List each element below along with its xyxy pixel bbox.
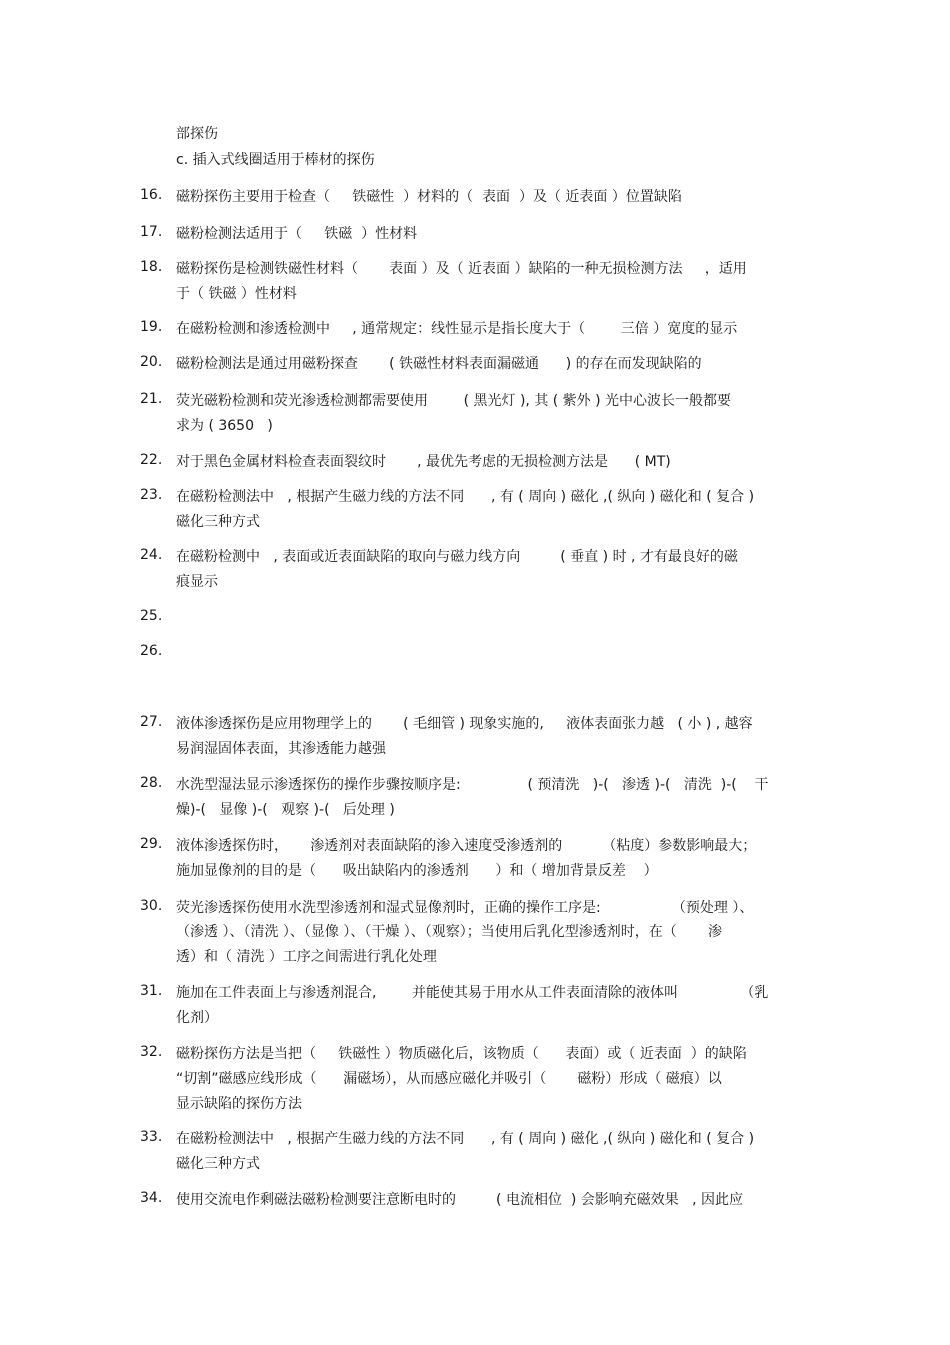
question-text-line: 求为 ( 3650 ) [176, 418, 273, 434]
continuation-line-2: c. 插入式线圈适用于棒材的探伤 [176, 152, 375, 168]
question-number: 33. [140, 1129, 163, 1145]
question-number: 30. [140, 898, 163, 914]
question-text-line: 磁粉探伤是检测铁磁性材料（ 表面 ）及（ 近表面 ）缺陷的一种无损检测方法 ，适用 [176, 261, 747, 277]
question-text-line: 透）和（ 清洗 ）工序之间需进行乳化处理 [176, 949, 437, 965]
question-number: 28. [140, 775, 163, 791]
question-number: 20. [140, 354, 163, 370]
question-text-line: 施加显像剂的目的是（ 吸出缺陷内的渗透剂 ）和（ 增加背景反差 ） [176, 863, 658, 879]
question-text-line: 燥)-( 显像 )-( 观察 )-( 后处理 ) [176, 802, 395, 818]
question-text-line: 施加在工件表面上与渗透剂混合, 并能使其易于用水从工件表面清除的液体叫 （乳 [176, 985, 769, 1001]
question-text-line: 磁粉探伤主要用于检查（ 铁磁性 ）材料的（ 表面 ）及（ 近表面 ）位置缺陷 [176, 189, 682, 205]
question-text-line: 在磁粉检测中 , 表面或近表面缺陷的取向与磁力线方向 ( 垂直 ) 时 , 才有最良好的磁 [176, 549, 738, 565]
question-text-line: 荧光渗透探伤使用水洗型渗透剂和湿式显像剂时，正确的操作工序是: （预处理 ）、 [176, 900, 754, 916]
continuation-line-1: 部探伤 [176, 126, 218, 142]
question-number: 16. [140, 187, 163, 203]
question-number: 26. [140, 643, 163, 659]
question-text-line: 在磁粉检测法中 , 根据产生磁力线的方法不同 , 有 ( 周向 ) 磁化 ,( 纵向 ) 磁化和 ( 复合 ) [176, 1131, 755, 1147]
question-number: 27. [140, 714, 163, 730]
question-text-line: 显示缺陷的探伤方法 [176, 1096, 302, 1112]
question-number: 32. [140, 1044, 163, 1060]
question-text-line: （渗透 ）、（清洗 ）、（显像 ）、（干燥 ）、（观察）；当使用后乳化型渗透剂时，在（ 渗 [176, 924, 722, 940]
question-number: 34. [140, 1190, 163, 1206]
question-number: 29. [140, 836, 163, 852]
question-text-line: 液体渗透探伤是应用物理学上的 ( 毛细管 ) 现象实施的, 液体表面张力越 ( 小 ) , 越容 [176, 716, 753, 732]
question-text-line: “切割”磁感应线形成（ 漏磁场），从而感应磁化并吸引（ 磁粉）形成（ 磁痕）以 [176, 1071, 722, 1087]
question-number: 17. [140, 224, 163, 240]
question-text-line: 痕显示 [176, 574, 218, 590]
question-text-line: 于（ 铁磁 ）性材料 [176, 286, 297, 302]
question-number: 25. [140, 608, 163, 624]
question-text-line: 化剂） [176, 1010, 218, 1026]
question-number: 31. [140, 983, 163, 999]
question-text-line: 水洗型湿法显示渗透探伤的操作步骤按顺序是: ( 预清洗 )-( 渗透 )-( 清洗 )-( 干 [176, 777, 769, 793]
question-text-line: 对于黑色金属材料检查表面裂纹时 , 最优先考虑的无损检测方法是 ( MT) [176, 454, 671, 470]
question-number: 21. [140, 391, 163, 407]
question-text-line: 磁化三种方式 [176, 514, 260, 530]
question-text-line: 在磁粉检测和渗透检测中 , 通常规定：线性显示是指长度大于（ 三倍 ）宽度的显示 [176, 321, 738, 337]
question-number: 19. [140, 319, 163, 335]
question-number: 22. [140, 452, 163, 468]
question-text-line: 液体渗透探伤时， 渗透剂对表面缺陷的渗入速度受渗透剂的 （粘度）参数影响最大； [176, 838, 757, 854]
question-text-line: 磁粉检测法是通过用磁粉探查 ( 铁磁性材料表面漏磁通 ) 的存在而发现缺陷的 [176, 356, 702, 372]
question-number: 23. [140, 487, 163, 503]
question-text-line: 易润湿固体表面，其渗透能力越强 [176, 741, 386, 757]
question-text-line: 磁化三种方式 [176, 1156, 260, 1172]
question-text-line: 使用交流电作剩磁法磁粉检测要注意断电时的 ( 电流相位 ) 会影响充磁效果 , 因此应 [176, 1192, 744, 1208]
question-text-line: 在磁粉检测法中 , 根据产生磁力线的方法不同 , 有 ( 周向 ) 磁化 ,( 纵向 ) 磁化和 ( 复合 ) [176, 489, 755, 505]
question-text-line: 磁粉检测法适用于（ 铁磁 ）性材料 [176, 226, 418, 242]
question-number: 24. [140, 547, 163, 563]
question-text-line: 荧光磁粉检测和荧光渗透检测都需要使用 ( 黑光灯 ), 其 ( 紫外 ) 光中心波长一般都要 [176, 393, 732, 409]
question-number: 18. [140, 259, 163, 275]
question-text-line: 磁粉探伤方法是当把（ 铁磁性 ）物质磁化后，该物质（ 表面）或（ 近表面 ）的缺陷 [176, 1046, 747, 1062]
